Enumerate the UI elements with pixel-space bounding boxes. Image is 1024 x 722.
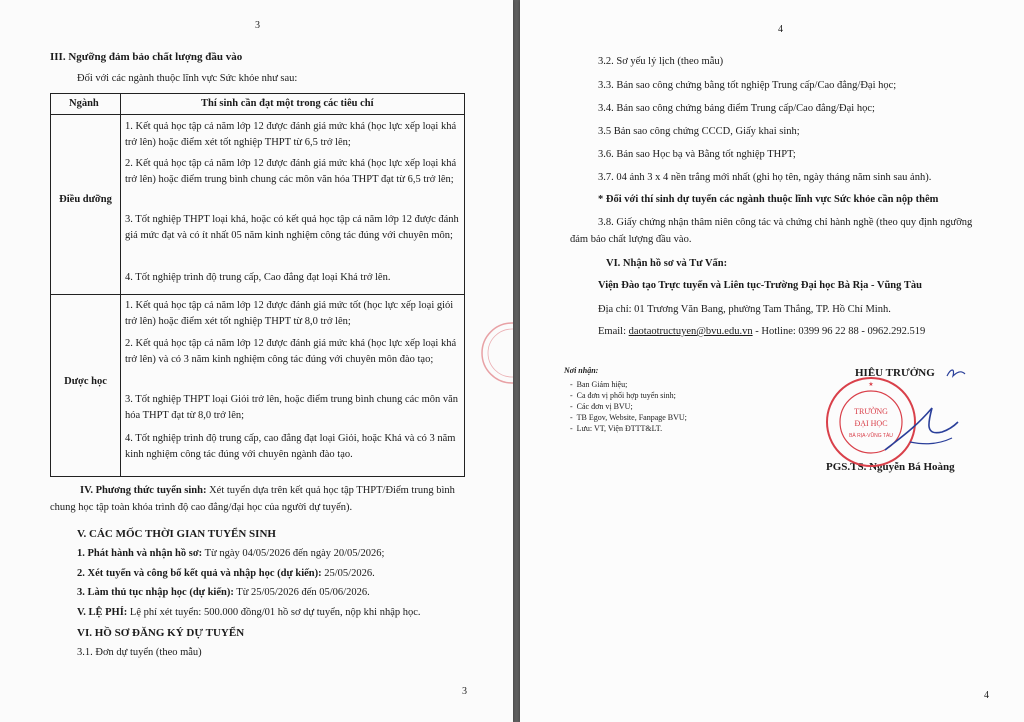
- item-3-3: 3.3. Bản sao công chứng bằng tốt nghiệp Trung cấp/Cao đẳng/Đại học;: [598, 80, 897, 91]
- section-3-heading: III. Ngưỡng đảm bảo chất lượng đầu vào: [50, 51, 243, 63]
- table-header-criteria: Thí sinh cần đạt một trong các tiêu chí: [201, 98, 374, 109]
- page-number-bottom: 4: [984, 690, 989, 701]
- section-6-heading: VI. Nhận hồ sơ và Tư Vấn:: [606, 258, 728, 269]
- institute-name: Viện Đào tạo Trực tuyến và Liên tục-Trường Đại học Bà Rịa - Vũng Tàu: [598, 280, 922, 291]
- svg-text:★: ★: [868, 382, 874, 388]
- row-major-pharmacy: Dược học: [64, 376, 107, 387]
- page-4: [520, 0, 1024, 722]
- signer-name: PGS.TS. Nguyễn Bá Hoàng: [826, 461, 955, 473]
- email-link[interactable]: daotaotructuyen@bvu.edu.vn: [628, 326, 753, 337]
- stamp-edge-icon: [452, 318, 513, 388]
- section-4-paragraph: [50, 482, 468, 516]
- item-3-2: 3.2. Sơ yếu lý lịch (theo mẫu): [598, 56, 724, 67]
- item-3-5: 3.5 Bản sao công chứng CCCD, Giấy khai sinh;: [598, 126, 800, 137]
- address: Địa chỉ: 01 Trương Văn Bang, phường Tam Thắng, TP. Hồ Chí Minh.: [598, 304, 891, 315]
- stamp-line-3: BÀ RỊA-VŨNG TÀU: [849, 433, 893, 439]
- stamp-line-1: TRƯỜNG: [854, 407, 888, 416]
- timeline-item-3: 3. Làm thủ tục nhập học (dự kiến): Từ 25/05/2026 đến 05/06/2026.: [77, 587, 370, 598]
- criteria-table: [50, 93, 465, 477]
- section-5-heading: V. CÁC MỐC THỜI GIAN TUYỂN SINH: [77, 528, 276, 540]
- nursing-criterion-2: 2. Kết quả học tập cả năm lớp 12 được đánh giá mức khá (học lực xếp loại khá trở lên) hoặc điểm trung bình chung các môn văn hóa THPT đạt từ 6,5 trở lên;: [125, 158, 457, 185]
- recipient-5: - Lưu: VT, Viện ĐTTT&LT.: [570, 424, 663, 433]
- item-3-7: 3.7. 04 ảnh 3 x 4 nền trắng mới nhất (ghi họ tên, ngày tháng năm sinh sau ảnh).: [598, 172, 932, 183]
- pharmacy-criterion-4: 4. Tốt nghiệp trình độ trung cấp, cao đẳng đạt loại Giỏi, hoặc Khá và có 3 năm kinh nghiệm công tác đúng với chuyên ngành đào tạo.: [125, 433, 456, 460]
- pharmacy-criterion-1: 1. Kết quả học tập cả năm lớp 12 được đánh giá mức tốt (học lực xếp loại giỏi trở lên) hoặc điểm xét tốt nghiệp THPT từ 8,0 trở lên;: [125, 300, 454, 327]
- section-6-heading: VI. HỒ SƠ ĐĂNG KÝ DỰ TUYỂN: [77, 627, 245, 639]
- nursing-criterion-4: 4. Tốt nghiệp trình độ trung cấp, Cao đẳng đạt loại Khá trở lên.: [125, 272, 391, 283]
- recipient-4: - TB Egov, Website, Fanpage BVU;: [570, 413, 687, 422]
- item-3-4: 3.4. Bản sao công chứng bảng điểm Trung cấp/Cao đẳng/Đại học;: [598, 103, 875, 114]
- recipient-3: - Các đơn vị BVU;: [570, 402, 633, 411]
- contact-line: Email: daotaotructuyen@bvu.edu.vn - Hotline: 0399 96 22 88 - 0962.292.519: [598, 326, 926, 337]
- item-3-8: 3.8. Giấy chứng nhận thâm niên công tác và chứng chỉ hành nghề (theo quy định ngưỡng đảm bảo chất lượng đầu vào.: [570, 217, 973, 245]
- page-number-top: 3: [255, 20, 260, 31]
- signer-title: HIỆU TRƯỞNG: [855, 367, 935, 379]
- page-number-bottom: 3: [462, 686, 467, 697]
- nursing-criterion-3: 3. Tốt nghiệp THPT loại khá, hoặc có kết quả học tập cả năm lớp 12 được đánh giá mức đạt và có ít nhất 05 năm kinh nghiệm công tác đúng với chuyên môn;: [125, 214, 459, 241]
- table-header-major: Ngành: [69, 98, 99, 109]
- stamp-line-2: ĐẠI HỌC: [854, 419, 888, 428]
- recipient-1: - Ban Giám hiệu;: [570, 380, 628, 389]
- recipients-title: Nơi nhận:: [564, 366, 599, 375]
- signature-flourish-icon: [945, 366, 967, 382]
- recipient-2: - Ca đơn vị phối hợp tuyển sinh;: [570, 391, 676, 400]
- timeline-item-2: 2. Xét tuyển và công bố kết quả và nhập học (dự kiến): 25/05/2026.: [77, 568, 375, 579]
- item-3-1: 3.1. Đơn dự tuyển (theo mẫu): [77, 647, 202, 658]
- section-3-intro: Đối với các ngành thuộc lĩnh vực Sức khỏe như sau:: [77, 73, 298, 84]
- item-3-6: 3.6. Bản sao Học bạ và Bằng tốt nghiệp THPT;: [598, 149, 796, 160]
- fee-line: V. LỆ PHÍ: Lệ phí xét tuyển: 500.000 đồng/01 hồ sơ dự tuyển, nộp khi nhập học.: [77, 607, 421, 618]
- signature-icon: [880, 398, 960, 458]
- pharmacy-criterion-3: 3. Tốt nghiệp THPT loại Giỏi trở lên, hoặc điểm trung bình chung các môn văn hóa THPT đạt từ 8,0 trở lên;: [125, 394, 459, 421]
- section-4-text: Xét tuyển dựa trên kết quả học tập THPT/Điểm trung bình chung học tập toàn khóa trình độ cao đẳng/đại học của người dự tuyển).: [50, 485, 455, 513]
- pharmacy-criterion-2: 2. Kết quả học tập cả năm lớp 12 được đánh giá mức khá (học lực xếp loại khá trở lên) và có 3 năm kinh nghiệm công tác đúng với chuyên môn đào tạo;: [125, 338, 457, 365]
- timeline-item-1: 1. Phát hành và nhận hồ sơ: Từ ngày 04/05/2026 đến ngày 20/05/2026;: [77, 548, 385, 559]
- health-note: * Đối với thí sinh dự tuyển các ngành thuộc lĩnh vực Sức khỏe cần nộp thêm: [598, 194, 939, 205]
- page-number-top: 4: [778, 24, 783, 35]
- row-major-nursing: Điều dưỡng: [59, 194, 112, 205]
- section-4-label: IV. Phương thức tuyển sinh:: [80, 485, 207, 496]
- nursing-criterion-1: 1. Kết quả học tập cả năm lớp 12 được đánh giá mức khá (học lực xếp loại khá trở lên) hoặc điểm xét tốt nghiệp THPT từ 6,5 trở lên;: [125, 121, 457, 148]
